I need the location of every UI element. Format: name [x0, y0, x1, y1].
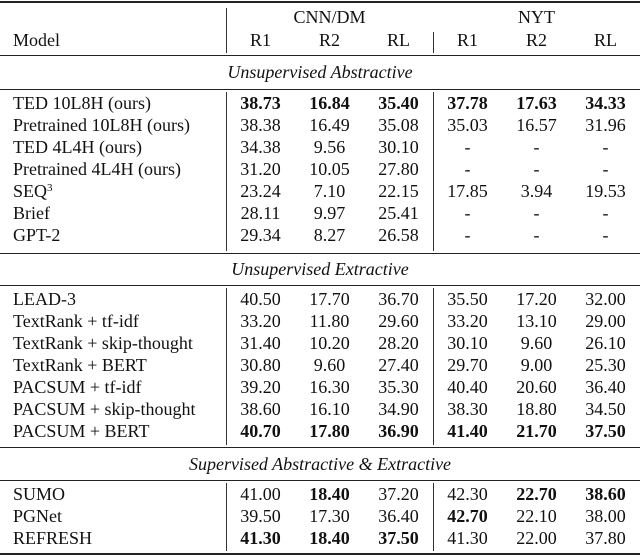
model-name [0, 158, 226, 180]
score-cell: 21.70 [516, 421, 557, 441]
score-cell: 31.96 [585, 115, 626, 135]
model-name-text: LEAD-3 [13, 289, 76, 309]
header-group-row [0, 6, 640, 28]
score-cell: - [602, 159, 609, 179]
model-name [0, 505, 226, 527]
score-cell: 38.00 [585, 506, 626, 526]
score-cell: 17.20 [516, 289, 557, 309]
header-metric-row [0, 29, 640, 51]
table-row [0, 332, 640, 354]
model-name-text: PACSUM + tf-idf [13, 377, 142, 397]
score-cell: - [464, 225, 471, 245]
score-cell: 18.40 [309, 528, 350, 548]
header-rule [0, 55, 640, 56]
score-cell: 38.73 [240, 93, 281, 113]
score-cell: 33.20 [240, 311, 281, 331]
score-cell: 19.53 [585, 181, 626, 201]
score-cell: 37.80 [585, 528, 626, 548]
column-divider [433, 483, 434, 551]
score-cell: 36.90 [378, 421, 419, 441]
top-rule [0, 1, 640, 3]
score-cell: 29.00 [585, 311, 626, 331]
model-name [0, 288, 226, 310]
score-cell: 16.49 [309, 115, 350, 135]
score-cell: 17.30 [309, 506, 350, 526]
table-row [0, 92, 640, 114]
score-cell: 9.60 [520, 333, 553, 353]
score-cell: 35.40 [378, 93, 419, 113]
score-cell: 37.78 [447, 93, 488, 113]
score-cell: 9.97 [313, 203, 346, 223]
score-cell: 18.40 [309, 484, 350, 504]
model-name-text: TED 4L4H (ours) [13, 137, 142, 157]
score-cell: 11.80 [309, 311, 350, 331]
score-cell: 3.94 [520, 181, 553, 201]
score-cell: 35.50 [447, 289, 488, 309]
section-title: Supervised Abstractive & Extractive [188, 454, 452, 474]
column-divider [226, 8, 227, 53]
score-cell: 22.70 [516, 484, 557, 504]
section-end-rule [0, 447, 640, 448]
score-cell: 10.20 [309, 333, 350, 353]
model-name-text: Pretrained 10L8H (ours) [13, 115, 190, 135]
score-cell: 30.80 [240, 355, 281, 375]
score-cell: 40.40 [447, 377, 488, 397]
table-row [0, 114, 640, 136]
model-name [0, 180, 226, 202]
table-row [0, 398, 640, 420]
model-name [0, 483, 226, 505]
score-cell: 17.63 [516, 93, 557, 113]
score-cell: 30.10 [378, 137, 419, 157]
score-cell: - [464, 203, 471, 223]
score-cell: 28.11 [240, 203, 281, 223]
score-cell: 27.40 [378, 355, 419, 375]
section-end-rule [0, 253, 640, 254]
score-cell: 10.05 [309, 159, 350, 179]
score-cell: 29.70 [447, 355, 488, 375]
score-cell: 17.80 [309, 421, 350, 441]
table-row [0, 310, 640, 332]
score-cell: 25.41 [378, 203, 419, 223]
score-cell: 40.50 [240, 289, 281, 309]
score-cell: 16.30 [309, 377, 350, 397]
score-cell: 13.10 [516, 311, 557, 331]
score-cell: 36.40 [378, 506, 419, 526]
model-name [0, 376, 226, 398]
score-cell: 32.00 [585, 289, 626, 309]
score-cell: 38.60 [585, 484, 626, 504]
score-cell: 41.40 [447, 421, 488, 441]
table-row [0, 202, 640, 224]
score-cell: 36.70 [378, 289, 419, 309]
section-title: Unsupervised Extractive [231, 259, 409, 279]
score-cell: 22.00 [516, 528, 557, 548]
metric-header: R2 [318, 30, 340, 50]
score-cell: 22.15 [378, 181, 419, 201]
score-cell: 41.30 [447, 528, 488, 548]
score-cell: 28.20 [378, 333, 419, 353]
table-row [0, 288, 640, 310]
score-cell: 34.50 [585, 399, 626, 419]
group-cnndm: CNN/DM [293, 7, 366, 27]
score-cell: 38.60 [240, 399, 281, 419]
table-row [0, 527, 640, 549]
bottom-rule [0, 553, 640, 555]
score-cell: 31.20 [240, 159, 281, 179]
model-name [0, 332, 226, 354]
score-cell: 25.30 [585, 355, 626, 375]
score-cell: - [602, 225, 609, 245]
score-cell: 34.38 [240, 137, 281, 157]
model-name [0, 92, 226, 114]
score-cell: 22.10 [516, 506, 557, 526]
column-divider [226, 92, 227, 251]
score-cell: 8.27 [313, 225, 346, 245]
model-name-text: Pretrained 4L4H (ours) [13, 159, 181, 179]
score-cell: 16.10 [309, 399, 350, 419]
column-divider [226, 288, 227, 445]
score-cell: 26.58 [378, 225, 419, 245]
model-name [0, 527, 226, 549]
score-cell: 42.30 [447, 484, 488, 504]
table-row [0, 483, 640, 505]
score-cell: 26.10 [585, 333, 626, 353]
model-header: Model [13, 30, 60, 50]
score-cell: 37.20 [378, 484, 419, 504]
model-name-superscript: 3 [47, 182, 53, 194]
score-cell: 41.30 [240, 528, 281, 548]
score-cell: - [533, 225, 540, 245]
model-name-text: Brief [13, 203, 50, 223]
score-cell: 18.80 [516, 399, 557, 419]
model-name-text: GPT-2 [13, 225, 61, 245]
metric-header: RL [386, 30, 410, 50]
table-row [0, 136, 640, 158]
score-cell: 35.08 [378, 115, 419, 135]
score-cell: 42.70 [447, 506, 488, 526]
table-row [0, 354, 640, 376]
score-cell: - [602, 137, 609, 157]
model-name-text: PACSUM + BERT [13, 421, 150, 441]
section-rule [0, 285, 640, 286]
model-name-text: SEQ [13, 181, 48, 201]
table-row [0, 505, 640, 527]
score-cell: 7.10 [313, 181, 346, 201]
score-cell: 17.85 [447, 181, 488, 201]
score-cell: 9.00 [520, 355, 553, 375]
score-cell: 29.60 [378, 311, 419, 331]
score-cell: - [602, 203, 609, 223]
score-cell: 38.30 [447, 399, 488, 419]
score-cell: 9.56 [313, 137, 346, 157]
model-name [0, 398, 226, 420]
model-name-text: PACSUM + skip-thought [13, 399, 196, 419]
table-row [0, 420, 640, 442]
model-name-text: SUMO [13, 484, 66, 504]
model-name-text: TextRank + BERT [13, 355, 147, 375]
score-cell: 16.57 [516, 115, 557, 135]
model-name [0, 354, 226, 376]
column-divider [433, 288, 434, 445]
score-cell: 16.84 [309, 93, 350, 113]
score-cell: 17.70 [309, 289, 350, 309]
table-row [0, 180, 640, 202]
column-divider [226, 483, 227, 551]
model-name [0, 136, 226, 158]
section-title: Unsupervised Abstractive [227, 62, 413, 82]
model-name [0, 224, 226, 246]
model-name-text: REFRESH [13, 528, 93, 548]
score-cell: 34.33 [585, 93, 626, 113]
score-cell: 39.20 [240, 377, 281, 397]
score-cell: 36.40 [585, 377, 626, 397]
score-cell: 9.60 [313, 355, 346, 375]
score-cell: - [464, 137, 471, 157]
model-name [0, 202, 226, 224]
score-cell: 30.10 [447, 333, 488, 353]
metric-header: R1 [249, 30, 271, 50]
score-cell: 35.03 [447, 115, 488, 135]
score-cell: 33.20 [447, 311, 488, 331]
model-name-text: TED 10L8H (ours) [13, 93, 151, 113]
metric-header: R2 [525, 30, 547, 50]
score-cell: 40.70 [240, 421, 281, 441]
score-cell: 41.00 [240, 484, 281, 504]
model-name [0, 420, 226, 442]
score-cell: 34.90 [378, 399, 419, 419]
model-name [0, 114, 226, 136]
model-name [0, 310, 226, 332]
score-cell: 27.80 [378, 159, 419, 179]
table-row [0, 376, 640, 398]
score-cell: 20.60 [516, 377, 557, 397]
metric-header: RL [593, 30, 617, 50]
score-cell: 38.38 [240, 115, 281, 135]
section-rule [0, 89, 640, 90]
score-cell: - [464, 159, 471, 179]
score-cell: 29.34 [240, 225, 281, 245]
score-cell: - [533, 159, 540, 179]
section-rule [0, 480, 640, 481]
model-name-text: PGNet [13, 506, 62, 526]
score-cell: 23.24 [240, 181, 281, 201]
score-cell: 37.50 [378, 528, 419, 548]
score-cell: - [533, 137, 540, 157]
score-cell: 31.40 [240, 333, 281, 353]
score-cell: 39.50 [240, 506, 281, 526]
column-divider [433, 92, 434, 251]
table-row [0, 158, 640, 180]
column-divider [433, 32, 434, 53]
group-nyt: NYT [518, 7, 555, 27]
score-cell: 35.30 [378, 377, 419, 397]
model-name-text: TextRank + skip-thought [13, 333, 193, 353]
score-cell: 37.50 [585, 421, 626, 441]
model-name-text: TextRank + tf-idf [13, 311, 139, 331]
score-cell: - [533, 203, 540, 223]
table-row [0, 224, 640, 246]
metric-header: R1 [456, 30, 478, 50]
